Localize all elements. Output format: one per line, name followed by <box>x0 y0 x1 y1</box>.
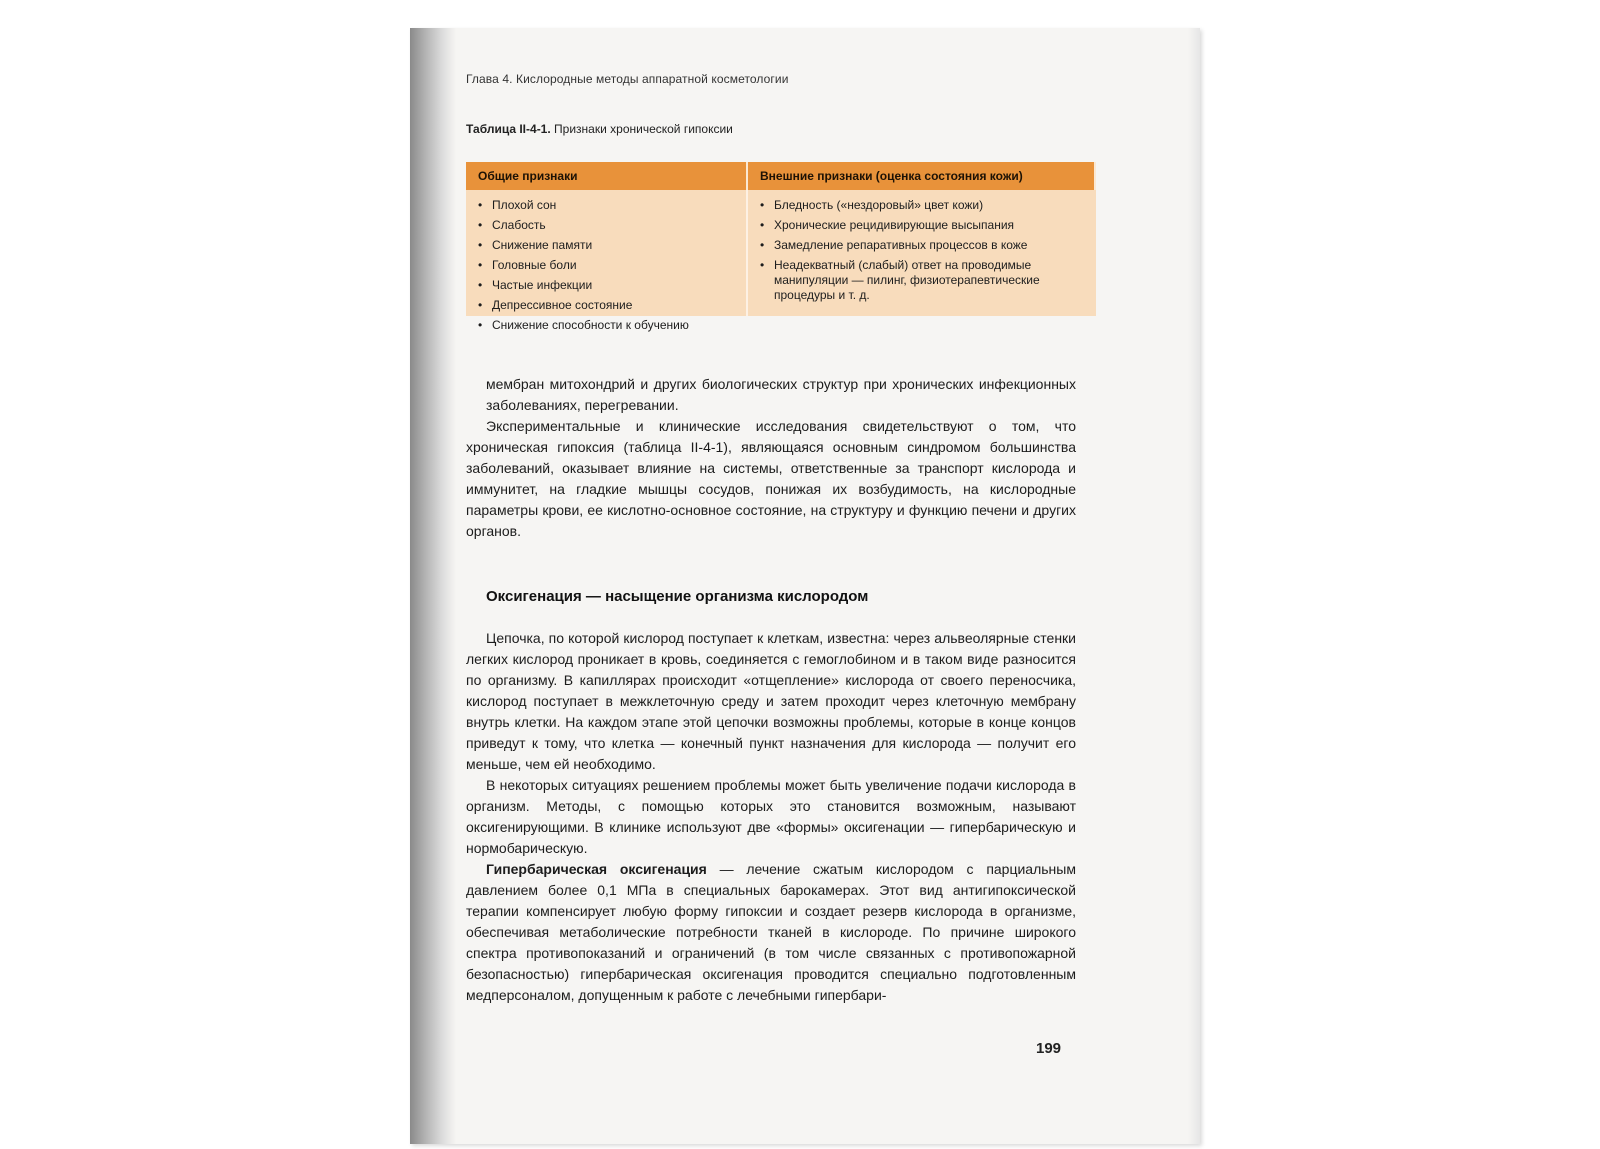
paragraph-continuation: мембран митохондрий и других биологических структур при хронических инфекционных заболеваниях, перегревании. <box>486 376 1076 413</box>
paragraph <box>466 859 1076 1006</box>
book-page <box>410 28 1200 1144</box>
general-signs-list <box>478 198 738 333</box>
list-item: • Снижение памяти <box>478 238 738 253</box>
table-header-general: Общие признаки <box>466 162 748 190</box>
skin-signs-list <box>760 198 1088 303</box>
list-item: • Бледность («нездоровый» цвет кожи) <box>760 198 1088 213</box>
list-item: • Плохой сон <box>478 198 738 213</box>
list-item: • Неадекватный (слабый) ответ на проводимые манипуляции — пилинг, физиотерапевтические процедуры и т. д. <box>760 258 1088 303</box>
running-head: Глава 4. Кислородные методы аппаратной косметологии <box>466 72 789 86</box>
list-item: • Головные боли <box>478 258 738 273</box>
skin-signs-cell <box>748 190 1096 316</box>
paragraph: В некоторых ситуациях решением проблемы может быть увеличение подачи кислорода в организм. Методы, с помощью которых это становится возможным, называют оксигенирующими. В клинике используют две «формы» оксигенации — гипербарическую и нормобарическую. <box>466 777 1076 856</box>
table-caption-text: Признаки хронической гипоксии <box>554 122 733 136</box>
paragraph: Экспериментальные и клинические исследования свидетельствуют о том, что хроническая гипоксия (таблица II-4-1), являющаяся основным синдромом большинства заболеваний, оказывает влияние на системы, ответственные за транспорт кислорода и иммунитет, на гладкие мышцы сосудов, понижая их возбудимость, на кислородные параметры крови, ее кислотно-основное состояние, на структуру и функцию печени и других органов. <box>466 418 1076 539</box>
book-spine-shadow <box>410 28 456 1144</box>
list-item: • Замедление репаративных процессов в коже <box>760 238 1088 253</box>
page-number: 199 <box>1036 1040 1062 1057</box>
list-item: • Хронические рецидивирующие высыпания <box>760 218 1088 233</box>
list-item: • Слабость <box>478 218 738 233</box>
term-hyperbaric: Гипербарическая оксигенация <box>486 861 707 877</box>
hypoxia-signs-table <box>466 162 1096 332</box>
list-item: • Снижение способности к обучению <box>478 318 738 333</box>
table-caption-label: Таблица II-4-1. <box>466 122 551 136</box>
paragraph-text: — лечение сжатым кислородом с парциальным давлением более 0,1 МПа в специальных барокамерах. Этот вид антигипоксической терапии компенсирует любую форму гипоксии и создает резерв кислорода в организме, обеспечивая метаболические потребности тканей в кислороде. По причине широкого спектра противопоказаний и ограничений (в том числе связанных с противопожарной безопасностью) гипербарическая оксигенация проводится специально подготовленным медперсоналом, допущенным к работе с лечебными гипербари- <box>466 861 1076 1003</box>
text-block-2 <box>466 628 1076 1006</box>
table-header-skin: Внешние признаки (оценка состояния кожи) <box>748 162 1096 190</box>
general-signs-cell <box>466 190 748 332</box>
section-heading: Оксигенация — насыщение организма кислородом <box>486 588 869 605</box>
page-edge <box>1188 28 1200 1144</box>
list-item: • Депрессивное состояние <box>478 298 738 313</box>
list-item: • Частые инфекции <box>478 278 738 293</box>
text-block-1 <box>466 374 1076 542</box>
paragraph: Цепочка, по которой кислород поступает к клеткам, известна: через альвеолярные стенки легких кислород проникает в кровь, соединяется с гемоглобином и в таком виде разносится по организму. В капиллярах происходит «отщепление» кислорода от своего переносчика, кислород поступает в межклеточную среду и затем проходит через клеточную мембрану внутрь клетки. На каждом этапе этой цепочки возможны проблемы, которые в конце концов приведут к тому, что клетка — конечный пункт назначения для кислорода — получит его меньше, чем ей необходимо. <box>466 630 1076 772</box>
table-caption <box>466 122 733 136</box>
